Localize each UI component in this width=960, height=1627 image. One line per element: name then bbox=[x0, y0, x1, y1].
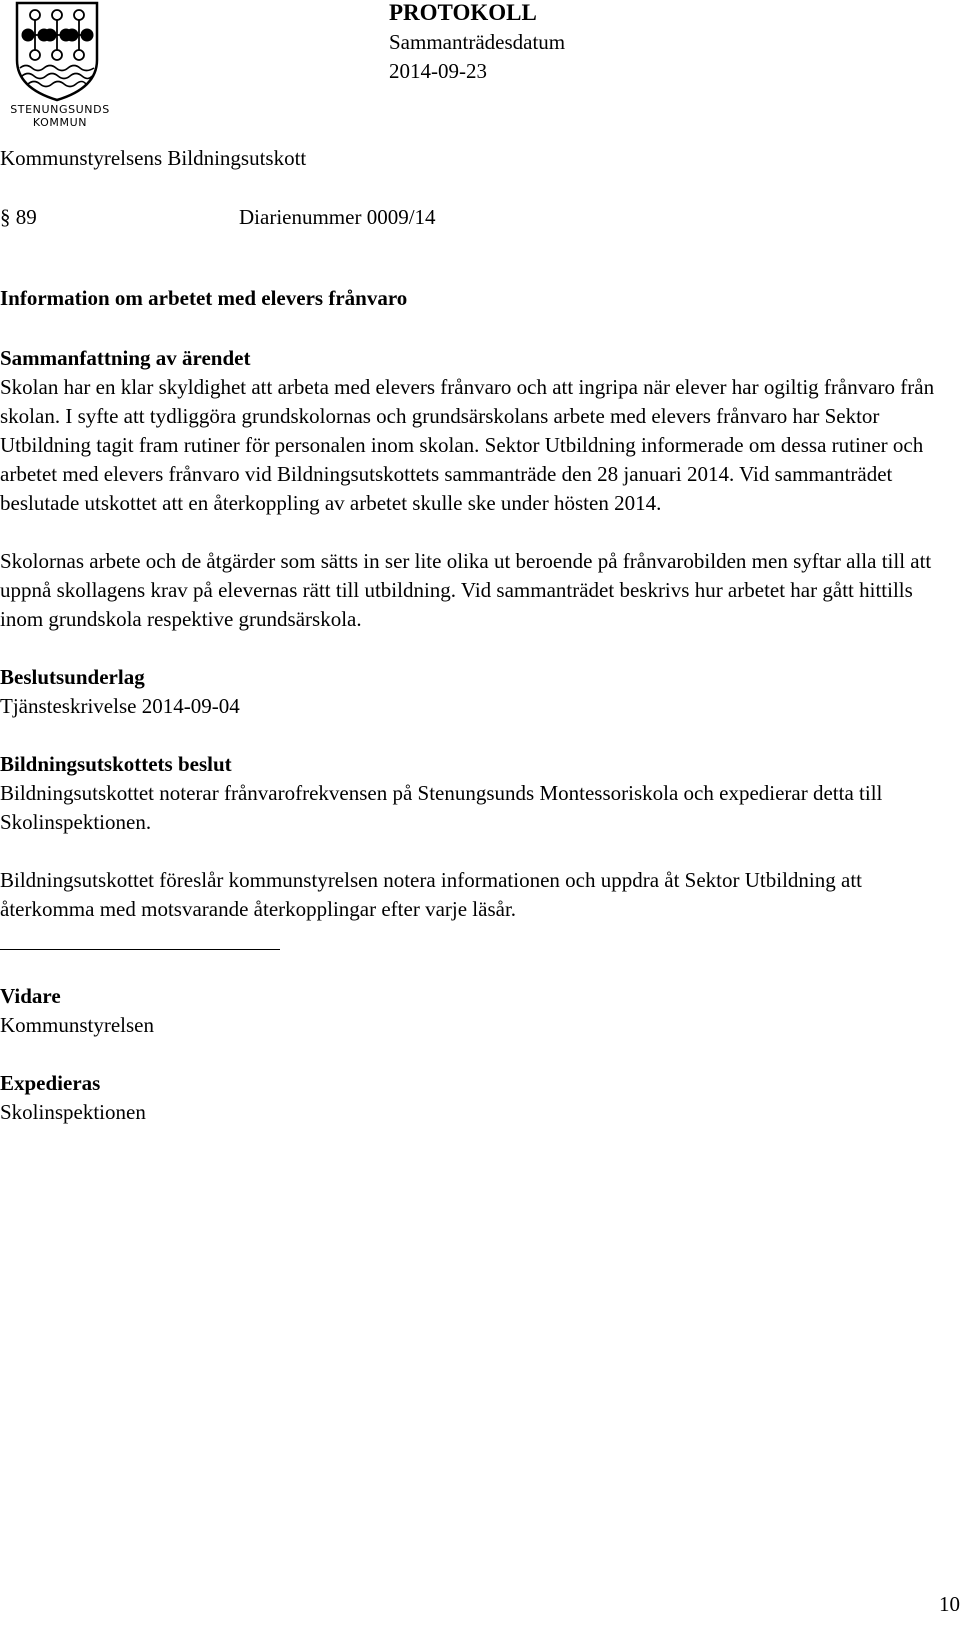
forward-heading: Vidare bbox=[0, 984, 61, 1008]
committee-name: Kommunstyrelsens Bildningsutskott bbox=[0, 146, 307, 170]
separator-line bbox=[0, 924, 280, 950]
coat-of-arms-icon bbox=[0, 0, 120, 104]
municipality-logo bbox=[0, 0, 120, 132]
meeting-date-label: Sammanträdesdatum bbox=[389, 30, 566, 54]
dispatch-recipient: Skolinspektionen bbox=[0, 1100, 146, 1124]
document-body bbox=[0, 344, 945, 1127]
logo-text-line1: STENUNGSUNDS bbox=[10, 103, 110, 116]
dispatch-heading: Expedieras bbox=[0, 1071, 101, 1095]
item-title: Information om arbetet med elevers frånvaro bbox=[0, 286, 408, 310]
summary-paragraph: Skolan har en klar skyldighet att arbeta med elevers frånvaro och att ingripa när elever har ogiltig frånvaro från skolan. I syfte att tydliggöra grundskolornas och grundsärskolans arbete med elevers frånvaro har Sektor Utbildning tagit fram rutiner för personalen inom skolan. Sektor Utbildning informerade om dessa rutiner och arbetet med elevers frånvaro vid Bildningsutskottets sammanträde den 28 januari 2014. Vid sammanträdet beslutade utskottet att en återkoppling av arbetet skulle ske under hösten 2014. bbox=[0, 375, 935, 515]
decision-paragraph: Bildningsutskottet noterar frånvarofrekvensen på Stenungsunds Montessoriskola och expedierar detta till Skolinspektionen. bbox=[0, 781, 883, 834]
diary-number: Diarienummer 0009/14 bbox=[239, 205, 436, 229]
document-type: PROTOKOLL bbox=[389, 0, 537, 25]
logo-text-line2: KOMMUN bbox=[32, 116, 88, 129]
decision-paragraph: Bildningsutskottet föreslår kommunstyrelsen notera informationen och uppdra åt Sektor Utbildning att återkomma med motsvarande återkopplingar efter varje läsår. bbox=[0, 868, 863, 921]
basis-heading: Beslutsunderlag bbox=[0, 665, 145, 689]
paragraph-number: § 89 bbox=[0, 205, 37, 229]
summary-heading: Sammanfattning av ärendet bbox=[0, 346, 251, 370]
summary-paragraph: Skolornas arbete och de åtgärder som sätts in ser lite olika ut beroende på frånvarobilden men syftar alla till att uppnå skollagens krav på elevernas rätt till utbildning. Vid sammanträdet beskrivs hur arbetet har gått hittills inom grundskola respektive grundsärskola. bbox=[0, 549, 932, 631]
meeting-date: 2014-09-23 bbox=[389, 59, 487, 83]
decision-heading: Bildningsutskottets beslut bbox=[0, 752, 232, 776]
page-number: 10 bbox=[939, 1592, 960, 1616]
forward-recipient: Kommunstyrelsen bbox=[0, 1013, 154, 1037]
basis-text: Tjänsteskrivelse 2014-09-04 bbox=[0, 694, 240, 718]
